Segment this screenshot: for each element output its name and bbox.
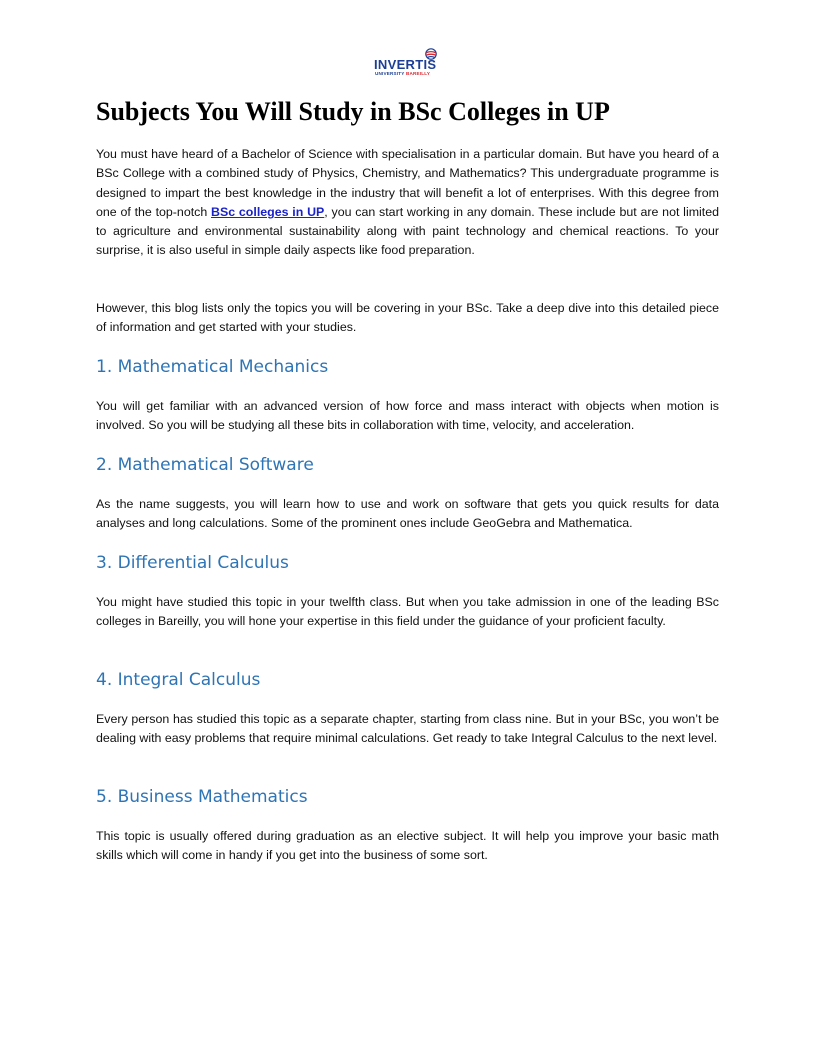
section-heading-differential-calculus: 3. Differential Calculus (96, 553, 289, 573)
logo-subtitle (375, 71, 430, 76)
page-title: Subjects You Will Study in BSc Colleges in UP (96, 97, 610, 126)
intro-paragraph-1 (96, 145, 719, 261)
section-heading-business-mathematics: 5. Business Mathematics (96, 787, 308, 807)
section-body-integral-calculus: Every person has studied this topic as a separate chapter, starting from class nine. But in your BSc, you won’t be dealing with easy problems that require minimal calculations. Get ready to take Integral Calculus to the next level. (96, 712, 719, 746)
logo-wordmark: INVERTIS (374, 57, 437, 72)
intro-text-before-link: You must have heard of a Bachelor of Science with specialisation in a particular domain. But have you heard of a BSc College with a combined study of Physics, Chemistry, and Mathematics? This undergraduate programme is designed to impart the best knowledge in the industry that will benefit a lot of enterprises. With this degree from one of the top-notch (96, 147, 719, 219)
bsc-colleges-link[interactable]: BSc colleges in UP (211, 204, 325, 219)
logo-subtitle-city: BAREILLY (405, 71, 431, 76)
intro-paragraph-2: However, this blog lists only the topics you will be covering in your BSc. Take a deep dive into this detailed piece of information and get started with your studies. (96, 301, 719, 335)
section-heading-mathematical-software: 2. Mathematical Software (96, 455, 314, 475)
section-body-differential-calculus: You might have studied this topic in your twelfth class. But when you take admission in one of the leading BSc colleges in Bareilly, you will hone your expertise in this field under the guidance of your proficient faculty. (96, 595, 719, 629)
invertis-logo (374, 48, 442, 78)
section-heading-integral-calculus: 4. Integral Calculus (96, 670, 261, 690)
section-body-mathematical-mechanics: You will get familiar with an advanced version of how force and mass interact with objects when motion is involved. So you will be studying all these bits in collaboration with time, velocity, and acceleration. (96, 399, 719, 433)
logo-subtitle-university: UNIVERSITY (375, 71, 405, 76)
section-body-mathematical-software: As the name suggests, you will learn how to use and work on software that gets you quick results for data analyses and long calculations. Some of the prominent ones include GeoGebra and Mathematica. (96, 497, 719, 531)
section-heading-mathematical-mechanics: 1. Mathematical Mechanics (96, 357, 329, 377)
section-body-business-mathematics: This topic is usually offered during graduation as an elective subject. It will help you improve your basic math skills which will come in handy if you get into the business of some sort. (96, 829, 719, 863)
intro-text-after-link: , you can start working in any domain. These include but are not limited to agriculture and environmental sustainability along with paint technology and chemical reactions. To your surprise, it is also useful in simple daily aspects like food preparation. (96, 204, 719, 258)
